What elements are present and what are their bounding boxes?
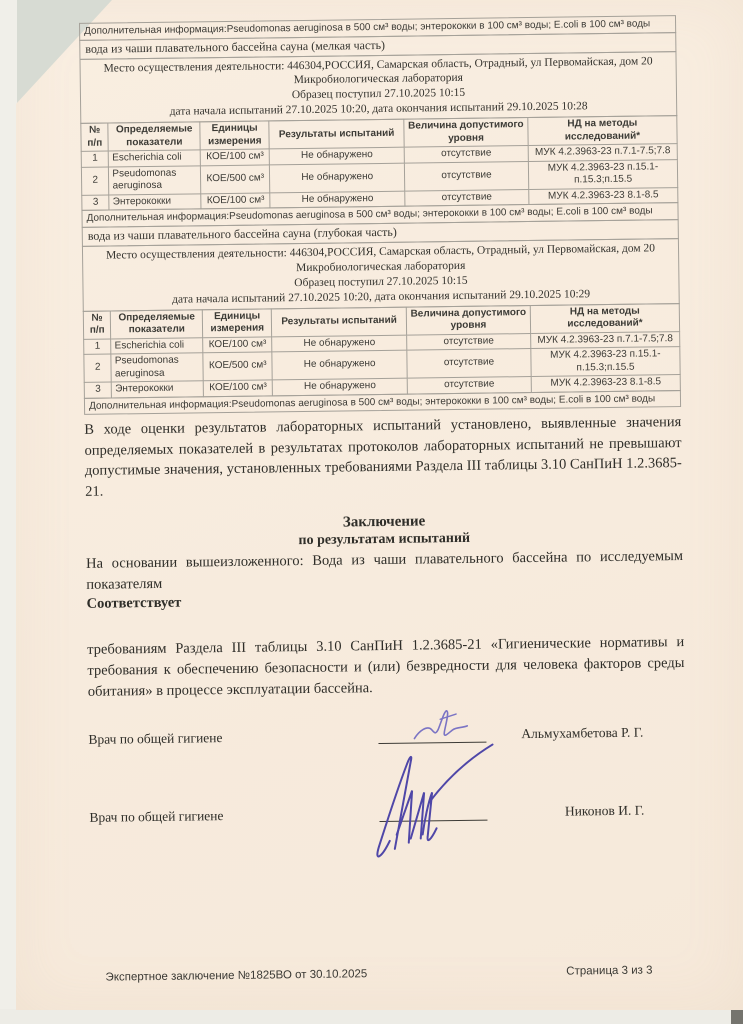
- cell: отсутствие: [407, 377, 531, 394]
- cell: 3: [84, 382, 112, 398]
- conclusion-requirements: требованиям Раздела III таблицы 3.10 СанПиН 1.2.3685-21 «Гигиенические нормативы и требования к обеспечению безопасности и (или) безвредности для человека факторов среды обитания» в процессе эксплуатации бассейна.: [87, 634, 685, 700]
- signature-ink-icon: [410, 700, 483, 745]
- cell: МУК 4.2.3963-23 п.7.1-7.5;7.8: [528, 144, 677, 161]
- cell: Pseudomonas aeruginosa: [109, 166, 201, 195]
- conclusion-basis: На основании вышеизложенного: Вода из чаши плавательного бассейна по исследуемым показателям: [85, 548, 684, 593]
- test-dates: дата начала испытаний 27.10.2025 10:20, дата окончания испытаний 29.10.2025 10:28: [169, 100, 588, 119]
- header-cell: Единицы измерения: [202, 308, 271, 337]
- header-cell: Результаты испытаний: [269, 119, 404, 149]
- facility-lab: Микробиологическая лаборатория: [296, 259, 466, 274]
- cell: КОЕ/100 см³: [203, 380, 272, 396]
- cell: 2: [84, 354, 112, 382]
- cell: отсутствие: [407, 333, 531, 350]
- cell: Escherichia coli: [111, 337, 203, 354]
- cell: 2: [81, 167, 109, 195]
- conclusion-verdict: Соответствует: [86, 595, 182, 613]
- sample-title-1: вода из чаши плавательного бассейна сауна (мелкая часть): [79, 32, 676, 60]
- header-cell: Результаты испытаний: [272, 307, 407, 337]
- cell: Escherichia coli: [109, 150, 201, 167]
- facility-block-2: [82, 238, 680, 312]
- cell: Не обнаружено: [272, 350, 407, 380]
- header-cell: Величина допустимого уровня: [406, 305, 530, 335]
- cell: Pseudomonas aeruginosa: [111, 353, 203, 382]
- facility-block-1: [79, 51, 677, 125]
- additional-info-top: Дополнительная информация:Pseudomonas aeruginosa в 500 см³ воды; энтерококки в 100 см³ воды; E.coli в 100 см³ воды: [79, 15, 676, 40]
- sample-title-2: вода из чаши плавательного бассейна сауна (глубокая часть): [82, 219, 679, 247]
- conclusion-title: Заключение: [342, 513, 426, 531]
- cell: МУК 4.2.3963-23 п.15.1-п.15.3;п.15.5: [531, 347, 680, 377]
- test-dates: дата начала испытаний 27.10.2025 10:20, дата окончания испытаний 29.10.2025 10:29: [172, 287, 591, 306]
- signature-line: [378, 741, 486, 744]
- page-footer: [105, 964, 652, 983]
- additional-info-2: Дополнительная информация:Pseudomonas aeruginosa в 500 см³ воды; энтерококки в 100 см³ воды; E.coli в 100 см³ воды: [84, 390, 681, 415]
- cell: отсутствие: [407, 349, 531, 379]
- cell: 1: [81, 151, 109, 167]
- cell: КОЕ/100 см³: [200, 149, 269, 165]
- cell: Не обнаружено: [272, 335, 407, 352]
- cell: отсутствие: [404, 161, 528, 191]
- document-content: [79, 16, 689, 1024]
- facility-lab: Микробиологическая лаборатория: [293, 72, 463, 87]
- header-cell: Определяемые показатели: [108, 122, 200, 151]
- facility-address: Место осуществления деятельности: 446304,РОССИЯ, Самарская область, Отрадный, ул Первомайская, дом 20: [103, 54, 653, 75]
- cell: 3: [82, 195, 110, 211]
- signer-name: Альмухамбетова Р. Г.: [521, 724, 644, 742]
- assessment-paragraph: В ходе оценки результатов лабораторных испытаний установлено, выявленные значения определяемых показателей в результатах протоколов лабораторных испытаний не превышают допустимые значения, установленных требованиями Раздела III таблицы 3.10 СанПиН 1.2.3685-21.: [84, 414, 682, 500]
- results-table-2: [83, 303, 681, 399]
- cell: отсутствие: [404, 146, 528, 163]
- signature-ink-icon: [362, 739, 514, 867]
- header-cell: Единицы измерения: [200, 121, 269, 150]
- cell: МУК 4.2.3963-23 8.1-8.5: [531, 375, 680, 392]
- cell: КОЕ/500 см³: [201, 165, 270, 194]
- facility-address: Место осуществления деятельности: 446304,РОССИЯ, Самарская область, Отрадный, ул Первомайская, дом 20: [105, 242, 656, 262]
- footer-page-number: Страница 3 из 3: [566, 964, 653, 978]
- signer-name: Никонов И. Г.: [564, 802, 645, 819]
- signature-row: [88, 724, 685, 748]
- sample-received: Образец поступил 27.10.2025 10:15: [291, 87, 466, 102]
- cell: Не обнаружено: [273, 378, 408, 395]
- cell: Не обнаружено: [270, 163, 405, 193]
- header-cell: Определяемые показатели: [111, 309, 203, 338]
- header-cell: НД на методы исследований*: [528, 116, 677, 146]
- signature-row: [89, 802, 686, 826]
- cell: МУК 4.2.3963-23 п.7.1-7.5;7.8: [531, 331, 680, 348]
- signature-line: [379, 819, 487, 822]
- cell: отсутствие: [405, 189, 529, 206]
- cell: МУК 4.2.3963-23 8.1-8.5: [529, 187, 678, 204]
- footer-document-ref: Экспертное заключение №1825ВО от 30.10.2025: [105, 968, 368, 984]
- header-cell: № п/п: [81, 123, 109, 151]
- additional-info-1: Дополнительная информация:Pseudomonas aeruginosa в 500 см³ воды; энтерококки в 100 см³ воды; E.coli в 100 см³ воды: [81, 202, 678, 227]
- cell: Не обнаружено: [269, 147, 404, 164]
- cell: КОЕ/100 см³: [203, 336, 272, 352]
- cell: МУК 4.2.3963-23 п.15.1-п.15.3;п.15.5: [528, 159, 677, 189]
- conclusion-subtitle: по результатам испытаний: [298, 531, 471, 549]
- cell: 1: [84, 339, 112, 355]
- cell: Не обнаружено: [270, 191, 405, 208]
- sample-received: Образец поступил 27.10.2025 10:15: [294, 274, 468, 289]
- signer-role: Врач по общей гигиене: [89, 808, 224, 826]
- header-cell: НД на методы исследований*: [530, 303, 679, 333]
- signer-role: Врач по общей гигиене: [88, 730, 223, 748]
- cell: Энтерококки: [112, 381, 204, 398]
- header-cell: № п/п: [83, 311, 111, 339]
- cell: КОЕ/100 см³: [201, 193, 270, 209]
- scanner-edge-left: [0, 0, 17, 1024]
- header-cell: Величина допустимого уровня: [404, 118, 528, 148]
- scanner-corner-artifact: [731, 1009, 743, 1024]
- results-table-1: [80, 115, 678, 211]
- cell: Энтерококки: [109, 194, 201, 211]
- cell: КОЕ/500 см³: [203, 352, 272, 381]
